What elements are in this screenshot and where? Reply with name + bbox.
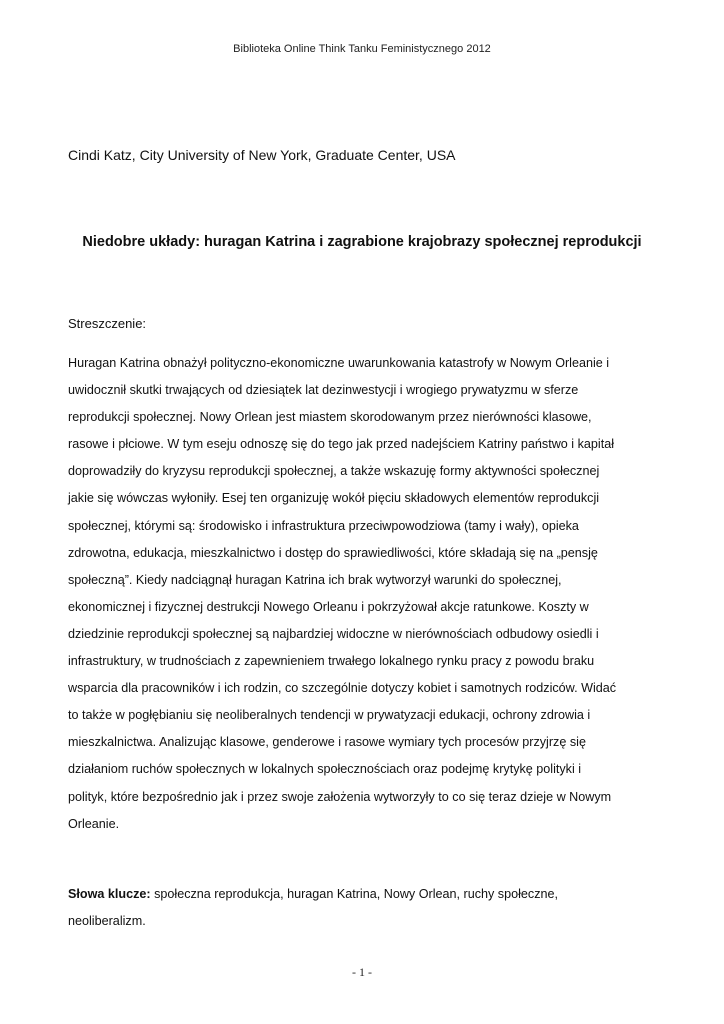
keywords-label: Słowa klucze: bbox=[68, 887, 151, 901]
abstract-line: polityk, które bezpośrednio jak i przez swoje założenia wytworzyły to co się teraz dzieje w Nowym bbox=[68, 789, 612, 804]
running-header: Biblioteka Online Think Tanku Feministycznego 2012 bbox=[233, 43, 491, 55]
abstract-line: społecznej, którymi są: środowisko i infrastruktura przeciwpowodziowa (tamy i wały), opieka bbox=[68, 518, 579, 533]
abstract-line: Huragan Katrina obnażył polityczno-ekonomiczne uwarunkowania katastrofy w Nowym Orleanie i bbox=[68, 356, 610, 370]
page-number: - 1 - bbox=[352, 965, 372, 979]
abstract-line: to także w pogłębianiu się neoliberalnych tendencji w prywatyzacji edukacji, ochrony zdrowia i bbox=[68, 708, 591, 723]
abstract-line: wsparcia dla pracowników i ich rodzin, co szczególnie dotyczy kobiet i samotnych rodziców. Widać bbox=[68, 681, 617, 696]
keywords-section bbox=[68, 881, 658, 935]
abstract-line: zdrowotna, edukacja, mieszkalnictwo i dostęp do sprawiedliwości, które składają się na „pensję bbox=[68, 545, 598, 560]
abstract-line: działaniom ruchów społecznych w lokalnych społecznościach oraz podejmę krytykę polityki i bbox=[68, 762, 582, 777]
abstract-line: mieszkalnictwa. Analizując klasowe, genderowe i rasowe wymiary tych procesów przyjrzę się bbox=[68, 735, 586, 750]
abstract-line: uwidocznił skutki trwających od dziesiątek lat dezinwestycji i wrogiego prywatyzmu w sferze bbox=[68, 383, 579, 398]
abstract-line: doprowadziły do kryzysu reprodukcji społecznej, a także wskazuję formy aktywności społecznej bbox=[68, 464, 600, 479]
abstract-line: jakie się wówczas wyłoniły. Esej ten organizuję wokół pięciu składowych elementów reprodukcji bbox=[68, 491, 600, 506]
abstract-line: reprodukcji społecznej. Nowy Orlean jest miastem skorodowanym przez nierówności klasowe, bbox=[68, 410, 592, 425]
author-affiliation: Cindi Katz, City University of New York, Graduate Center, USA bbox=[68, 147, 456, 163]
abstract-line: Orleanie. bbox=[68, 816, 120, 831]
abstract-line: społeczną”. Kiedy nadciągnął huragan Katrina ich brak wytworzył warunki do społecznej, bbox=[68, 572, 562, 587]
abstract-line: infrastruktury, w trudnościach z zapewnieniem trwałego lokalnego rynku pracy z powodu braku bbox=[68, 654, 595, 669]
keywords-list: społeczna reprodukcja, huragan Katrina, Nowy Orlean, ruchy społeczne, bbox=[150, 887, 559, 901]
abstract-paragraph bbox=[68, 350, 658, 838]
article-title: Niedobre układy: huragan Katrina i zagrabione krajobrazy społecznej reprodukcji bbox=[82, 234, 642, 250]
abstract-label: Streszczenie: bbox=[68, 316, 147, 331]
abstract-line: rasowe i płciowe. W tym eseju odnoszę się do tego jak przed nadejściem Katriny państwo i kapitał bbox=[68, 437, 614, 452]
abstract-line: ekonomicznej i fizycznej destrukcji Nowego Orleanu i pokrzyżował akcje ratunkowe. Koszty w bbox=[68, 599, 589, 614]
abstract-line: dziedzinie reprodukcji społecznej są najbardziej widoczne w nierównościach odbudowy osiedli i bbox=[68, 626, 599, 641]
keywords-line-1 bbox=[68, 881, 658, 908]
keywords-line-2: neoliberalizm. bbox=[68, 914, 146, 928]
